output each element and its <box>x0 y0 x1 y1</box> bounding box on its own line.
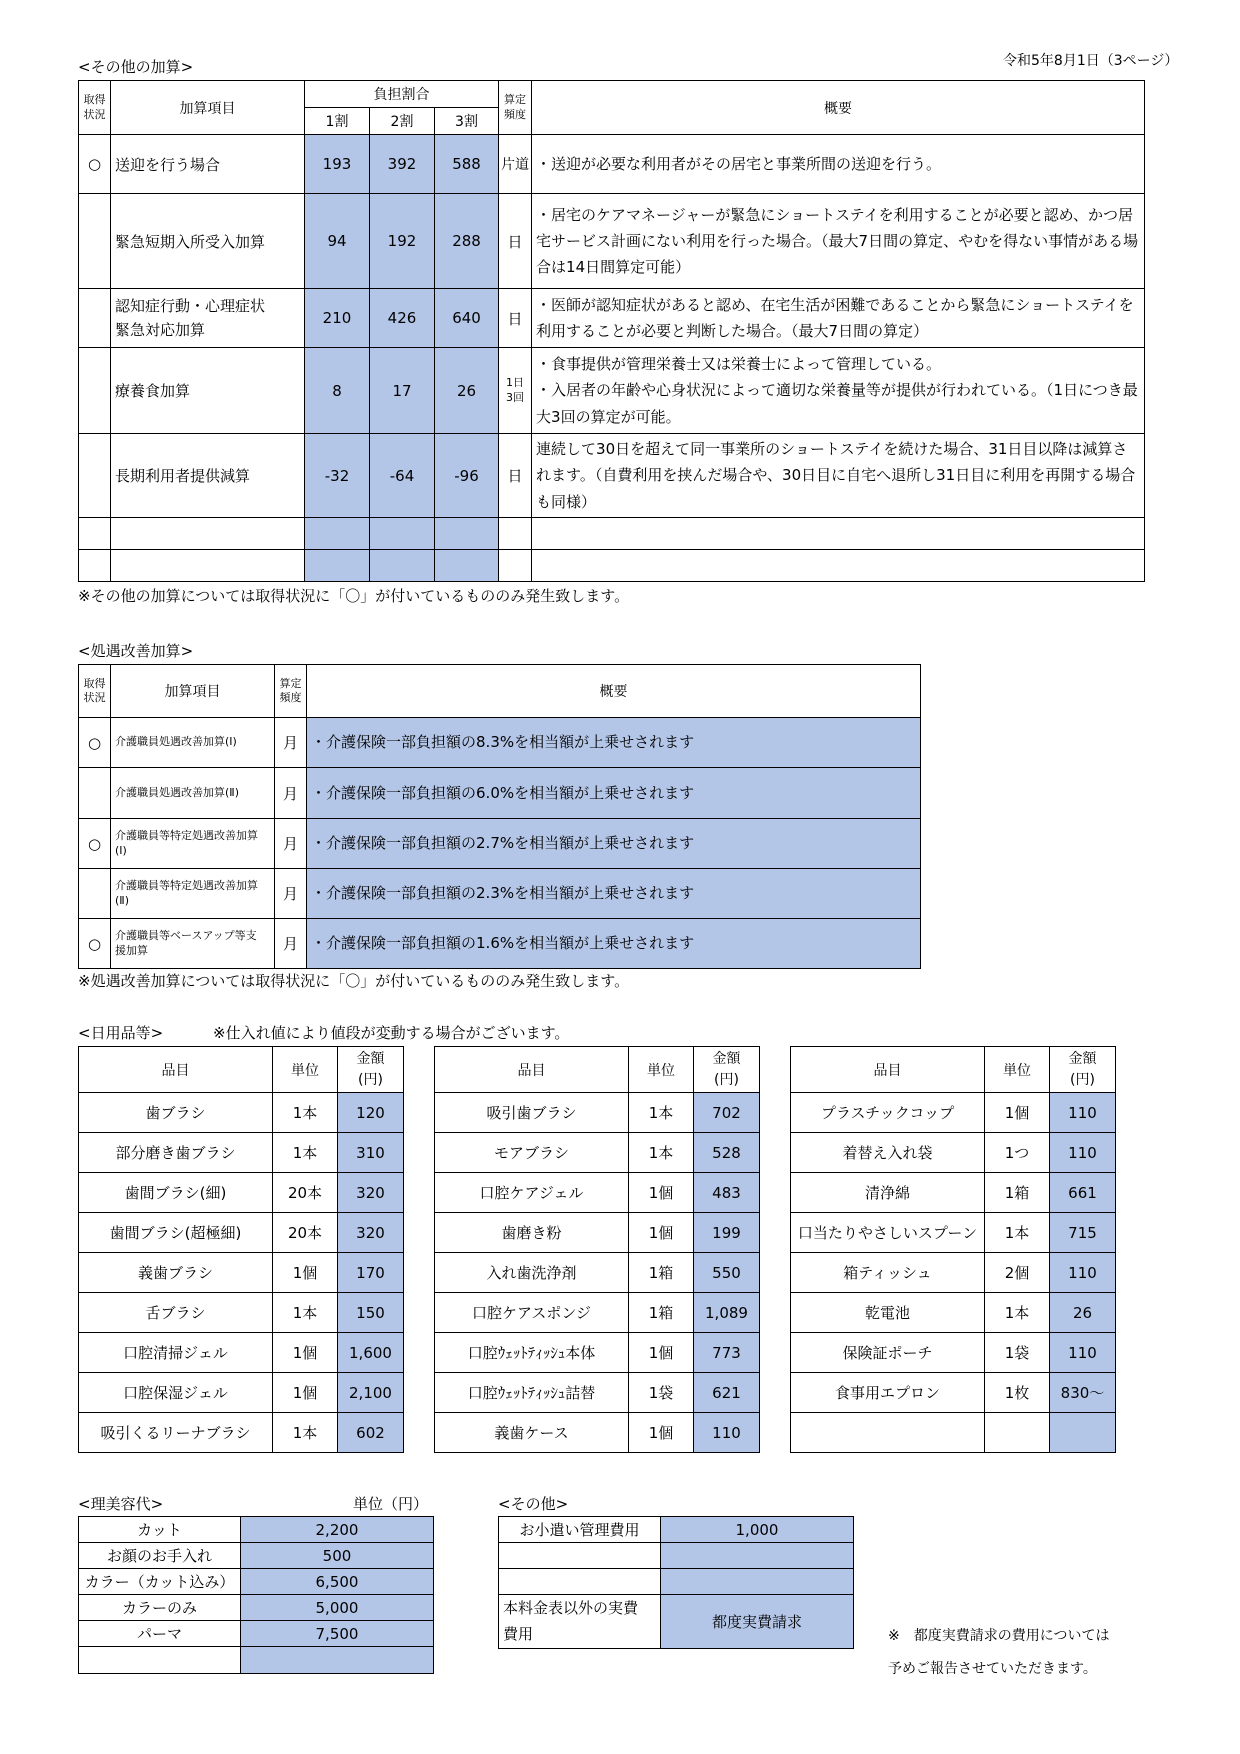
table-row <box>79 1293 404 1333</box>
table-row-empty <box>79 1647 434 1674</box>
table-row <box>435 1213 760 1253</box>
status-cell <box>79 289 111 348</box>
price-cell: 528 <box>694 1133 760 1173</box>
rate3-cell: 588 <box>435 135 499 194</box>
price-cell: 110 <box>1050 1333 1116 1373</box>
unit-cell: 1本 <box>629 1093 694 1133</box>
price-cell: 110 <box>1050 1093 1116 1133</box>
table-row <box>79 1133 404 1173</box>
table-row <box>435 1253 760 1293</box>
item-cell: 義歯ケース <box>435 1413 629 1453</box>
table-row <box>791 1093 1116 1133</box>
item-cell: 部分磨き歯ブラシ <box>79 1133 273 1173</box>
rate1-cell: 193 <box>305 135 370 194</box>
rate1-cell: -32 <box>305 434 370 518</box>
daily-table-2 <box>434 1046 760 1453</box>
header-unit: 単位 <box>985 1047 1050 1093</box>
header-item: 品目 <box>791 1047 985 1093</box>
table-row <box>79 1595 434 1621</box>
item-cell: 療養食加算 <box>111 348 305 434</box>
header-price-unit: (円) <box>358 1071 383 1088</box>
price-cell: 199 <box>694 1213 760 1253</box>
table-row <box>435 1333 760 1373</box>
item-cell: 介護職員等特定処遇改善加算 (Ⅰ) <box>111 819 275 869</box>
freq-cell: 1日 3回 <box>499 348 532 434</box>
table-row <box>435 1133 760 1173</box>
unit-cell: 2個 <box>985 1253 1050 1293</box>
section-title-beauty: <理美容代> <box>78 1495 164 1513</box>
status-cell: ○ <box>79 718 111 768</box>
price-cell: 715 <box>1050 1213 1116 1253</box>
price-cell: 7,500 <box>241 1621 434 1647</box>
unit-cell: 1袋 <box>985 1333 1050 1373</box>
table-row <box>79 1373 404 1413</box>
price-cell: 621 <box>694 1373 760 1413</box>
header-price: 金額 <box>356 1050 385 1067</box>
rate1-cell: 8 <box>305 348 370 434</box>
item-cell: 口腔ｳｪｯﾄﾃｨｯｼｭ本体 <box>435 1333 629 1373</box>
header-price-unit: (円) <box>1070 1071 1095 1088</box>
item-cell: 口腔ケアジェル <box>435 1173 629 1213</box>
unit-cell: 1本 <box>273 1133 338 1173</box>
item-cell: 介護職員等ベースアップ等支 援加算 <box>111 919 275 969</box>
table-row <box>791 1293 1116 1333</box>
unit-cell: 1箱 <box>629 1253 694 1293</box>
table-row <box>791 1413 1116 1453</box>
header-freq: 算定 頻度 <box>499 81 532 135</box>
price-cell: 702 <box>694 1093 760 1133</box>
item-cell: 歯間ブラシ(細) <box>79 1173 273 1213</box>
rate3-cell: 640 <box>435 289 499 348</box>
price-cell: 310 <box>338 1133 404 1173</box>
unit-cell: 1個 <box>985 1093 1050 1133</box>
table-row <box>791 1213 1116 1253</box>
header-freq: 算定 頻度 <box>275 665 307 718</box>
table-row-empty <box>499 1543 854 1569</box>
price-cell: 5,000 <box>241 1595 434 1621</box>
other-additions-table <box>78 80 1145 582</box>
item-cell: カラー（カット込み） <box>79 1569 241 1595</box>
rate1-cell: 210 <box>305 289 370 348</box>
status-cell: ○ <box>79 135 111 194</box>
beauty-unit: 単位（円） <box>353 1495 429 1513</box>
item-cell: 歯磨き粉 <box>435 1213 629 1253</box>
status-cell: ○ <box>79 919 111 969</box>
table-row <box>79 1621 434 1647</box>
status-cell <box>79 348 111 434</box>
table-row <box>435 1293 760 1333</box>
daily-subtitle: ※仕入れ値により値段が変動する場合がございます。 <box>213 1024 570 1042</box>
header-r2: 2割 <box>370 108 435 135</box>
header-unit: 単位 <box>273 1047 338 1093</box>
item-cell: 口当たりやさしいスプーン <box>791 1213 985 1253</box>
price-cell: 110 <box>1050 1253 1116 1293</box>
unit-cell: 1個 <box>629 1213 694 1253</box>
item-cell: 口腔保湿ジェル <box>79 1373 273 1413</box>
table-row <box>791 1253 1116 1293</box>
daily-table-1 <box>78 1046 404 1453</box>
table-row <box>435 1093 760 1133</box>
unit-cell: 1個 <box>273 1333 338 1373</box>
item-cell: 口腔清掃ジェル <box>79 1333 273 1373</box>
header-item: 品目 <box>79 1047 273 1093</box>
table-row <box>79 819 921 869</box>
price-cell: 550 <box>694 1253 760 1293</box>
table-row <box>499 1517 854 1543</box>
table-row <box>79 768 921 819</box>
item-cell: 乾電池 <box>791 1293 985 1333</box>
item-cell: 吸引くるリーナブラシ <box>79 1413 273 1453</box>
rate2-cell: -64 <box>370 434 435 518</box>
price-cell: 830〜 <box>1050 1373 1116 1413</box>
unit-cell: 1個 <box>629 1173 694 1213</box>
freq-cell: 月 <box>275 768 307 819</box>
item-cell: モアブラシ <box>435 1133 629 1173</box>
header-status: 取得 状況 <box>79 665 111 718</box>
item-cell: 本料金表以外の実費 費用 <box>499 1595 661 1649</box>
status-cell <box>79 434 111 518</box>
table-row <box>435 1413 760 1453</box>
table-row <box>79 434 1145 518</box>
table-row <box>499 1595 854 1649</box>
item-cell: 介護職員処遇改善加算(Ⅱ) <box>111 768 275 819</box>
unit-cell: 1本 <box>629 1133 694 1173</box>
item-cell: 入れ歯洗浄剤 <box>435 1253 629 1293</box>
rate2-cell: 426 <box>370 289 435 348</box>
header-summary: 概要 <box>307 665 921 718</box>
price-cell: 110 <box>694 1413 760 1453</box>
unit-cell <box>985 1413 1050 1453</box>
treatment-note: ※処遇改善加算については取得状況に「〇」が付いているもののみ発生致します。 <box>78 972 630 990</box>
unit-cell: 1本 <box>985 1293 1050 1333</box>
unit-cell: 1本 <box>985 1213 1050 1253</box>
price-cell: 500 <box>241 1543 434 1569</box>
table-row <box>79 1253 404 1293</box>
item-cell: 吸引歯ブラシ <box>435 1093 629 1133</box>
table-row <box>79 194 1145 289</box>
unit-cell: 1個 <box>273 1373 338 1413</box>
unit-cell: 1袋 <box>629 1373 694 1413</box>
price-cell: 1,089 <box>694 1293 760 1333</box>
desc-cell: ・居宅のケアマネージャーが緊急にショートステイを利用することが必要と認め、かつ居宅サービス計画にない利用を行った場合。（最大7日間の算定、やむを得ない事情がある場合は14日間算定可能） <box>532 194 1145 289</box>
unit-cell: 1本 <box>273 1093 338 1133</box>
item-cell: 着替え入れ袋 <box>791 1133 985 1173</box>
table-row <box>79 1413 404 1453</box>
price-cell: 2,200 <box>241 1517 434 1543</box>
table-row <box>79 135 1145 194</box>
table-row-empty <box>499 1569 854 1595</box>
price-cell: 120 <box>338 1093 404 1133</box>
item-cell: 口腔ｳｪｯﾄﾃｨｯｼｭ詰替 <box>435 1373 629 1413</box>
page-date: 令和5年8月1日（3ページ） <box>1003 53 1179 69</box>
table-row <box>79 869 921 919</box>
price-cell <box>661 1543 854 1569</box>
status-cell <box>79 194 111 289</box>
table-row <box>79 1173 404 1213</box>
table-row <box>791 1133 1116 1173</box>
item-cell: 口腔ケアスポンジ <box>435 1293 629 1333</box>
price-cell <box>661 1569 854 1595</box>
section-title-daily: <日用品等> <box>78 1024 164 1042</box>
header-price-unit: (円) <box>714 1071 739 1088</box>
price-cell: 773 <box>694 1333 760 1373</box>
price-cell: 150 <box>338 1293 404 1333</box>
item-cell: パーマ <box>79 1621 241 1647</box>
header-price: 金額 <box>712 1050 741 1067</box>
unit-cell: 20本 <box>273 1173 338 1213</box>
header-item: 加算項目 <box>111 665 275 718</box>
daily-table-3 <box>790 1046 1116 1453</box>
item-cell: 食事用エプロン <box>791 1373 985 1413</box>
beauty-table <box>78 1516 434 1674</box>
desc-cell: 連続して30日を超えて同一事業所のショートステイを続けた場合、31日目以降は減算されます。（自費利用を挟んだ場合や、30日目に自宅へ退所し31日目に利用を再開する場合も同様） <box>532 434 1145 518</box>
section-title-treatment: <処遇改善加算> <box>78 642 194 660</box>
unit-cell: 1個 <box>629 1413 694 1453</box>
rate2-cell: 192 <box>370 194 435 289</box>
desc-cell: ・介護保険一部負担額の2.7%を相当額が上乗せされます <box>307 819 921 869</box>
rate3-cell: 288 <box>435 194 499 289</box>
freq-cell: 日 <box>499 289 532 348</box>
freq-cell: 日 <box>499 434 532 518</box>
table-row <box>79 1213 404 1253</box>
freq-cell: 月 <box>275 819 307 869</box>
price-cell: 2,100 <box>338 1373 404 1413</box>
header-burden: 負担割合 <box>305 81 499 108</box>
desc-cell: ・介護保険一部負担額の6.0%を相当額が上乗せされます <box>307 768 921 819</box>
table-row <box>79 718 921 768</box>
rate2-cell: 17 <box>370 348 435 434</box>
header-status: 取得 状況 <box>79 81 111 135</box>
item-cell <box>791 1413 985 1453</box>
item-cell: お顔のお手入れ <box>79 1543 241 1569</box>
rate3-cell: -96 <box>435 434 499 518</box>
freq-cell: 月 <box>275 718 307 768</box>
item-cell: 箱ティッシュ <box>791 1253 985 1293</box>
table-row <box>435 1373 760 1413</box>
header-item: 品目 <box>435 1047 629 1093</box>
unit-cell: 1個 <box>629 1333 694 1373</box>
unit-cell: 1枚 <box>985 1373 1050 1413</box>
freq-cell: 月 <box>275 869 307 919</box>
section-title-others: <その他> <box>498 1495 569 1513</box>
header-r3: 3割 <box>435 108 499 135</box>
others-table <box>498 1516 854 1649</box>
unit-cell: 20本 <box>273 1213 338 1253</box>
table-row-empty <box>79 518 1145 550</box>
price-cell: 320 <box>338 1173 404 1213</box>
item-cell <box>499 1543 661 1569</box>
unit-cell: 1本 <box>273 1413 338 1453</box>
price-cell: 602 <box>338 1413 404 1453</box>
unit-cell: 1本 <box>273 1293 338 1333</box>
item-cell <box>499 1569 661 1595</box>
item-cell: プラスチックコップ <box>791 1093 985 1133</box>
item-cell: 介護職員等特定処遇改善加算 (Ⅱ) <box>111 869 275 919</box>
item-cell: 義歯ブラシ <box>79 1253 273 1293</box>
table-row <box>79 348 1145 434</box>
item-cell: カット <box>79 1517 241 1543</box>
status-cell: ○ <box>79 819 111 869</box>
table-row-empty <box>79 550 1145 582</box>
price-cell: 661 <box>1050 1173 1116 1213</box>
price-cell: 110 <box>1050 1133 1116 1173</box>
table-row <box>79 1517 434 1543</box>
price-cell <box>1050 1413 1116 1453</box>
item-cell: 清浄綿 <box>791 1173 985 1213</box>
item-cell: カラーのみ <box>79 1595 241 1621</box>
price-cell: 170 <box>338 1253 404 1293</box>
others-note-line2: 予めご報告させていただきます。 <box>888 1661 1097 1677</box>
header-item: 加算項目 <box>111 81 305 135</box>
item-cell: 認知症行動・心理症状 緊急対応加算 <box>111 289 305 348</box>
price-cell: 都度実費請求 <box>661 1595 854 1649</box>
price-cell: 1,600 <box>338 1333 404 1373</box>
table-row <box>79 1569 434 1595</box>
unit-cell: 1個 <box>273 1253 338 1293</box>
section-title-other-additions: <その他の加算> <box>78 58 194 76</box>
header-unit: 単位 <box>629 1047 694 1093</box>
rate2-cell: 392 <box>370 135 435 194</box>
table-row <box>79 919 921 969</box>
price-cell: 1,000 <box>661 1517 854 1543</box>
others-note-line1: ※ 都度実費請求の費用については <box>888 1628 1110 1644</box>
freq-cell: 月 <box>275 919 307 969</box>
price-cell: 320 <box>338 1213 404 1253</box>
table-row <box>79 289 1145 348</box>
table-row <box>79 1093 404 1133</box>
desc-cell: ・食事提供が管理栄養士又は栄養士によって管理している。 ・入居者の年齢や心身状況によって適切な栄養量等が提供が行われている。（1日につき最大3回の算定が可能。 <box>532 348 1145 434</box>
unit-cell: 1箱 <box>985 1173 1050 1213</box>
item-cell: 保険証ポーチ <box>791 1333 985 1373</box>
item-cell: 歯間ブラシ(超極細) <box>79 1213 273 1253</box>
price-cell: 6,500 <box>241 1569 434 1595</box>
status-cell <box>79 768 111 819</box>
treatment-table <box>78 664 921 969</box>
other-additions-note: ※その他の加算については取得状況に「〇」が付いているもののみ発生致します。 <box>78 587 630 605</box>
freq-cell: 片道 <box>499 135 532 194</box>
header-r1: 1割 <box>305 108 370 135</box>
unit-cell: 1箱 <box>629 1293 694 1333</box>
table-row <box>791 1333 1116 1373</box>
price-cell: 483 <box>694 1173 760 1213</box>
price-cell: 26 <box>1050 1293 1116 1333</box>
table-row <box>791 1173 1116 1213</box>
header-summary: 概要 <box>532 81 1145 135</box>
desc-cell: ・介護保険一部負担額の8.3%を相当額が上乗せされます <box>307 718 921 768</box>
table-row <box>791 1373 1116 1413</box>
freq-cell: 日 <box>499 194 532 289</box>
desc-cell: ・介護保険一部負担額の1.6%を相当額が上乗せされます <box>307 919 921 969</box>
rate3-cell: 26 <box>435 348 499 434</box>
item-cell: 舌ブラシ <box>79 1293 273 1333</box>
unit-cell: 1つ <box>985 1133 1050 1173</box>
table-row <box>79 1543 434 1569</box>
desc-cell: ・送迎が必要な利用者がその居宅と事業所間の送迎を行う。 <box>532 135 1145 194</box>
item-cell: 緊急短期入所受入加算 <box>111 194 305 289</box>
item-cell: 送迎を行う場合 <box>111 135 305 194</box>
rate1-cell: 94 <box>305 194 370 289</box>
item-cell: 歯ブラシ <box>79 1093 273 1133</box>
table-row <box>79 1333 404 1373</box>
desc-cell: ・介護保険一部負担額の2.3%を相当額が上乗せされます <box>307 869 921 919</box>
item-cell: 長期利用者提供減算 <box>111 434 305 518</box>
item-cell: 介護職員処遇改善加算(Ⅰ) <box>111 718 275 768</box>
table-row <box>435 1173 760 1213</box>
status-cell <box>79 869 111 919</box>
header-price: 金額 <box>1068 1050 1097 1067</box>
desc-cell: ・医師が認知症状があると認め、在宅生活が困難であることから緊急にショートステイを利用することが必要と判断した場合。（最大7日間の算定） <box>532 289 1145 348</box>
item-cell: お小遣い管理費用 <box>499 1517 661 1543</box>
